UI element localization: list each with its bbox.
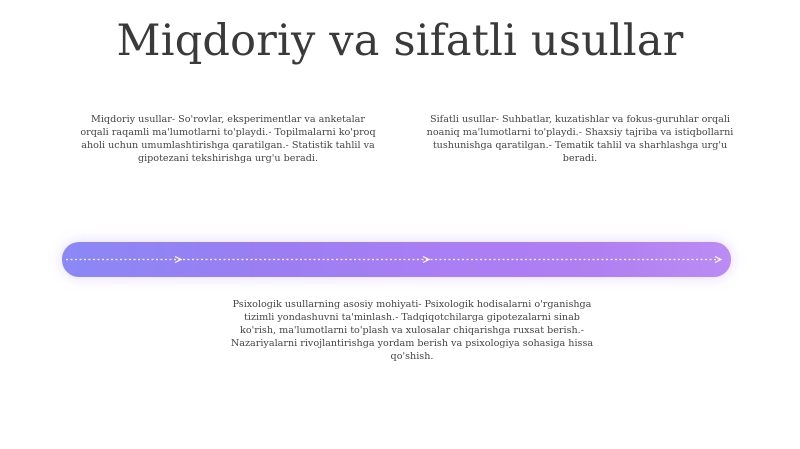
quantitative-methods-text: Miqdoriy usullar- So'rovlar, eksperimentlar va anketalar orqali raqamli ma'lumotlarni to'playdi.- Topilmalarni ko'proq aholi uchun umumlashtirishga qaratilgan.- Statistik tahlil va gipotezani tekshirishga urg'u beradi. bbox=[80, 114, 376, 164]
qualitative-methods-text: Sifatli usullar- Suhbatlar, kuzatishlar va fokus-guruhlar orqali noaniq ma'lumotlarni to'playdi.- Shaxsiy tajriba va istiqbollarni tushunishga qaratilgan.- Tematik tahlil va sharhlashga urg'u beradi. bbox=[426, 114, 734, 164]
page-title: Miqdoriy va sifatli usullar bbox=[116, 16, 684, 66]
psychology-methods-importance-text: Psixologik usullarning asosiy mohiyati- Psixologik hodisalarni o'rganishga tizimli yondashuvni ta'minlash.- Tadqiqotchilarga gipotezalarni sinab ko'rish, ma'lumotlarni to'plash va xulosalar chiqarishga ruxsat berish.- Nazariyalarni rivojlantirishga yordam berish va psixologiya sohasiga hissa qo'shish. bbox=[230, 299, 594, 362]
timeline-arrows bbox=[62, 242, 731, 277]
timeline-bar bbox=[62, 242, 731, 277]
